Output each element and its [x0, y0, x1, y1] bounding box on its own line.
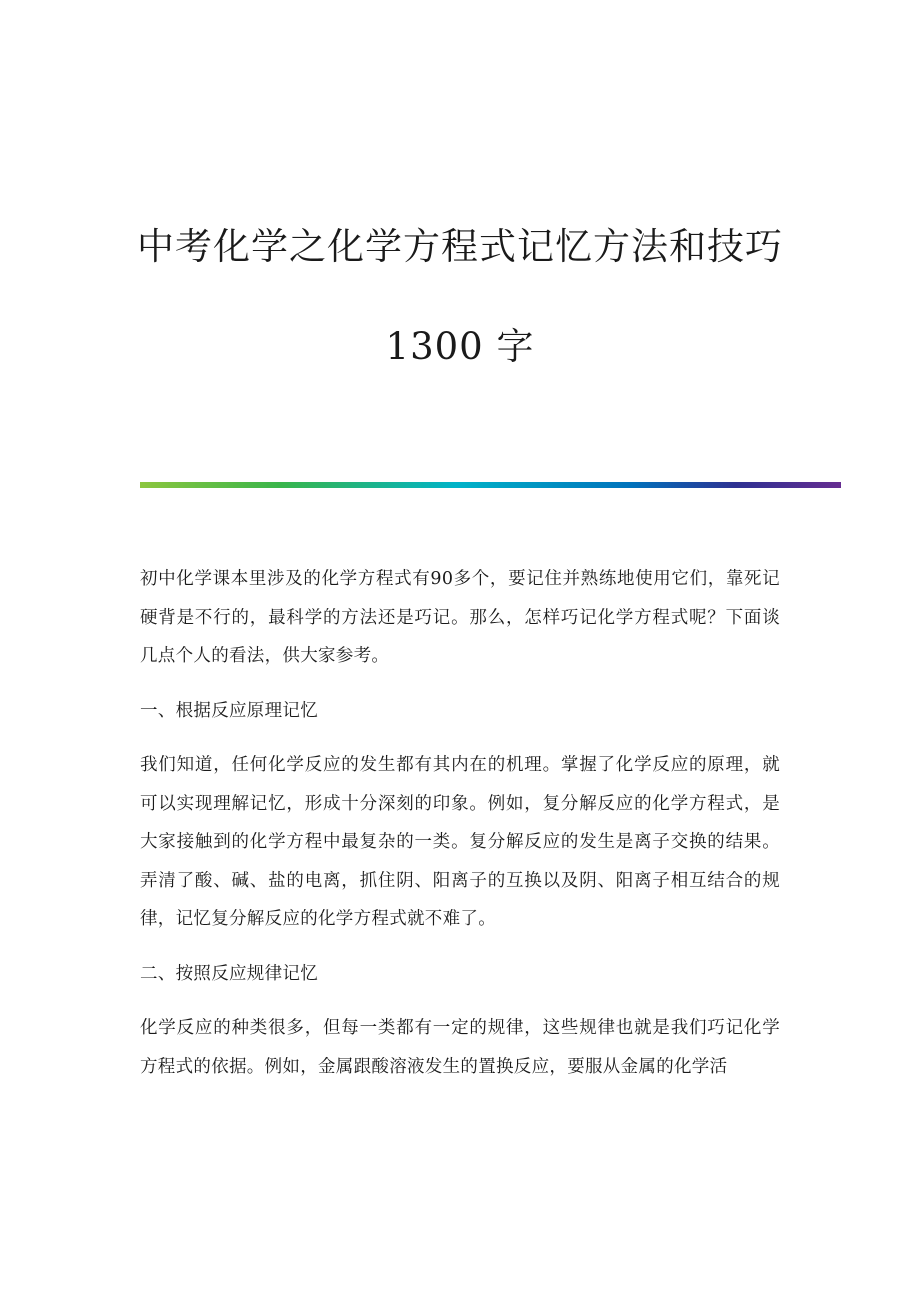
gradient-divider: [140, 482, 841, 488]
document-title: 中考化学之化学方程式记忆方法和技巧: [137, 225, 783, 268]
section-1-paragraph: 我们知道，任何化学反应的发生都有其内在的机理。掌握了化学反应的原理，就可以实现理解记忆，形成十分深刻的印象。例如，复分解反应的化学方程式，是大家接触到的化学方程中最复杂的一类。复分解反应的发生是离子交换的结果。弄清了酸、碱、盐的电离，抓住阴、阳离子的互换以及阴、阳离子相互结合的规律，记忆复分解反应的化学方程式就不难了。: [140, 755, 780, 929]
section-2-paragraph: 化学反应的种类很多，但每一类都有一定的规律，这些规律也就是我们巧记化学方程式的依据。例如，金属跟酸溶液发生的置换反应，要服从金属的化学活: [140, 1018, 780, 1077]
section-heading-1: 一、根据反应原理记忆: [140, 700, 318, 721]
section-heading-2: 二、按照反应规律记忆: [140, 963, 318, 984]
document-title-subtitle: 1300 字: [385, 325, 535, 368]
intro-paragraph: 初中化学课本里涉及的化学方程式有90多个，要记住并熟练地使用它们，靠死记硬背是不行的，最科学的方法还是巧记。那么，怎样巧记化学方程式呢？下面谈几点个人的看法，供大家参考。: [140, 569, 780, 666]
document-body: [140, 560, 780, 1102]
